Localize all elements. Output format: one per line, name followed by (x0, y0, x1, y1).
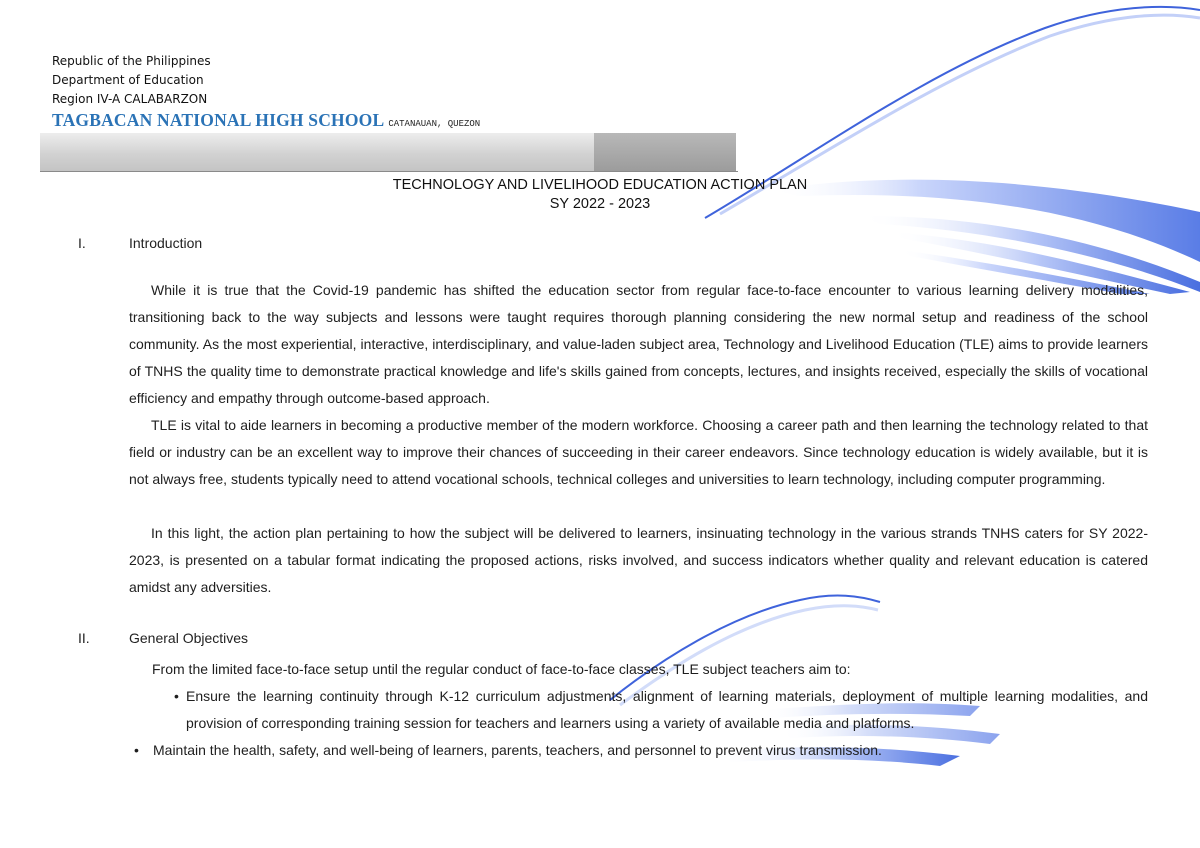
header-republic: Republic of the Philippines (52, 54, 211, 68)
section-number: I. (78, 235, 86, 251)
bullet-dot-icon: • (174, 688, 179, 704)
intro-paragraph: TLE is vital to aide learners in becoming a productive member of the modern workforce. Choosing a career path and then learning the technology related to that field or industry can be an excellent way to improve their chances of succeeding in their career endeavors. Since technology education is widely available, but it is not always free, students typically need to attend vocational schools, technical colleges and universities to learn technology, including computer programming. (129, 417, 1148, 487)
section-number: II. (78, 630, 90, 646)
document-title: TECHNOLOGY AND LIVELIHOOD EDUCATION ACTION PLAN (392, 177, 808, 193)
school-location: CATANAUAN, QUEZON (388, 119, 481, 129)
school-heading (52, 110, 480, 131)
section-title-introduction: Introduction (129, 235, 203, 251)
header-department: Department of Education (52, 73, 204, 87)
section-title-general-objectives: General Objectives (129, 630, 249, 646)
header-rule (40, 171, 738, 172)
objectives-lead: From the limited face-to-face setup until the regular conduct of face-to-face classes, TLE subject teachers aim to: (152, 661, 851, 677)
intro-paragraph: In this light, the action plan pertaining to how the subject will be delivered to learners, insinuating technology in the various strands TNHS caters for SY 2022-2023, is presented on a tabular format indicating the proposed actions, risks involved, and success indicators whether quality and relevant education is catered amidst any adversities. (129, 525, 1148, 595)
objective-text: Maintain the health, safety, and well-being of learners, parents, teachers, and personnel to prevent virus transmission. (153, 742, 882, 758)
header-band-tail (594, 133, 736, 171)
header-band (40, 133, 594, 171)
school-year-title: SY 2022 - 2023 (549, 196, 651, 212)
bullet-dot-icon: • (134, 742, 139, 758)
school-name: TAGBACAN NATIONAL HIGH SCHOOL (52, 110, 385, 130)
objective-bullet (174, 683, 1148, 737)
intro-paragraph: While it is true that the Covid-19 pandemic has shifted the education sector from regular face-to-face encounter to various learning delivery modalities, transitioning back to the way subjects and lessons were taught requires thorough planning considering the new normal setup and readiness of the school community. As the most experiential, interactive, interdisciplinary, and value-laden subject area, Technology and Livelihood Education (TLE) aims to provide learners of TNHS the quality time to demonstrate practical knowledge and life's skills gained from concepts, lectures, and insights received, especially the skills of vocational efficiency and empathy through outcome-based approach. (129, 282, 1148, 406)
objective-bullet (134, 737, 1153, 764)
objective-text: Ensure the learning continuity through K-12 curriculum adjustments, alignment of learning materials, deployment of multiple learning modalities, and provision of corresponding training session for teachers and learners using a variety of available media and platforms. (186, 688, 1148, 731)
header-region: Region IV-A CALABARZON (52, 92, 208, 106)
